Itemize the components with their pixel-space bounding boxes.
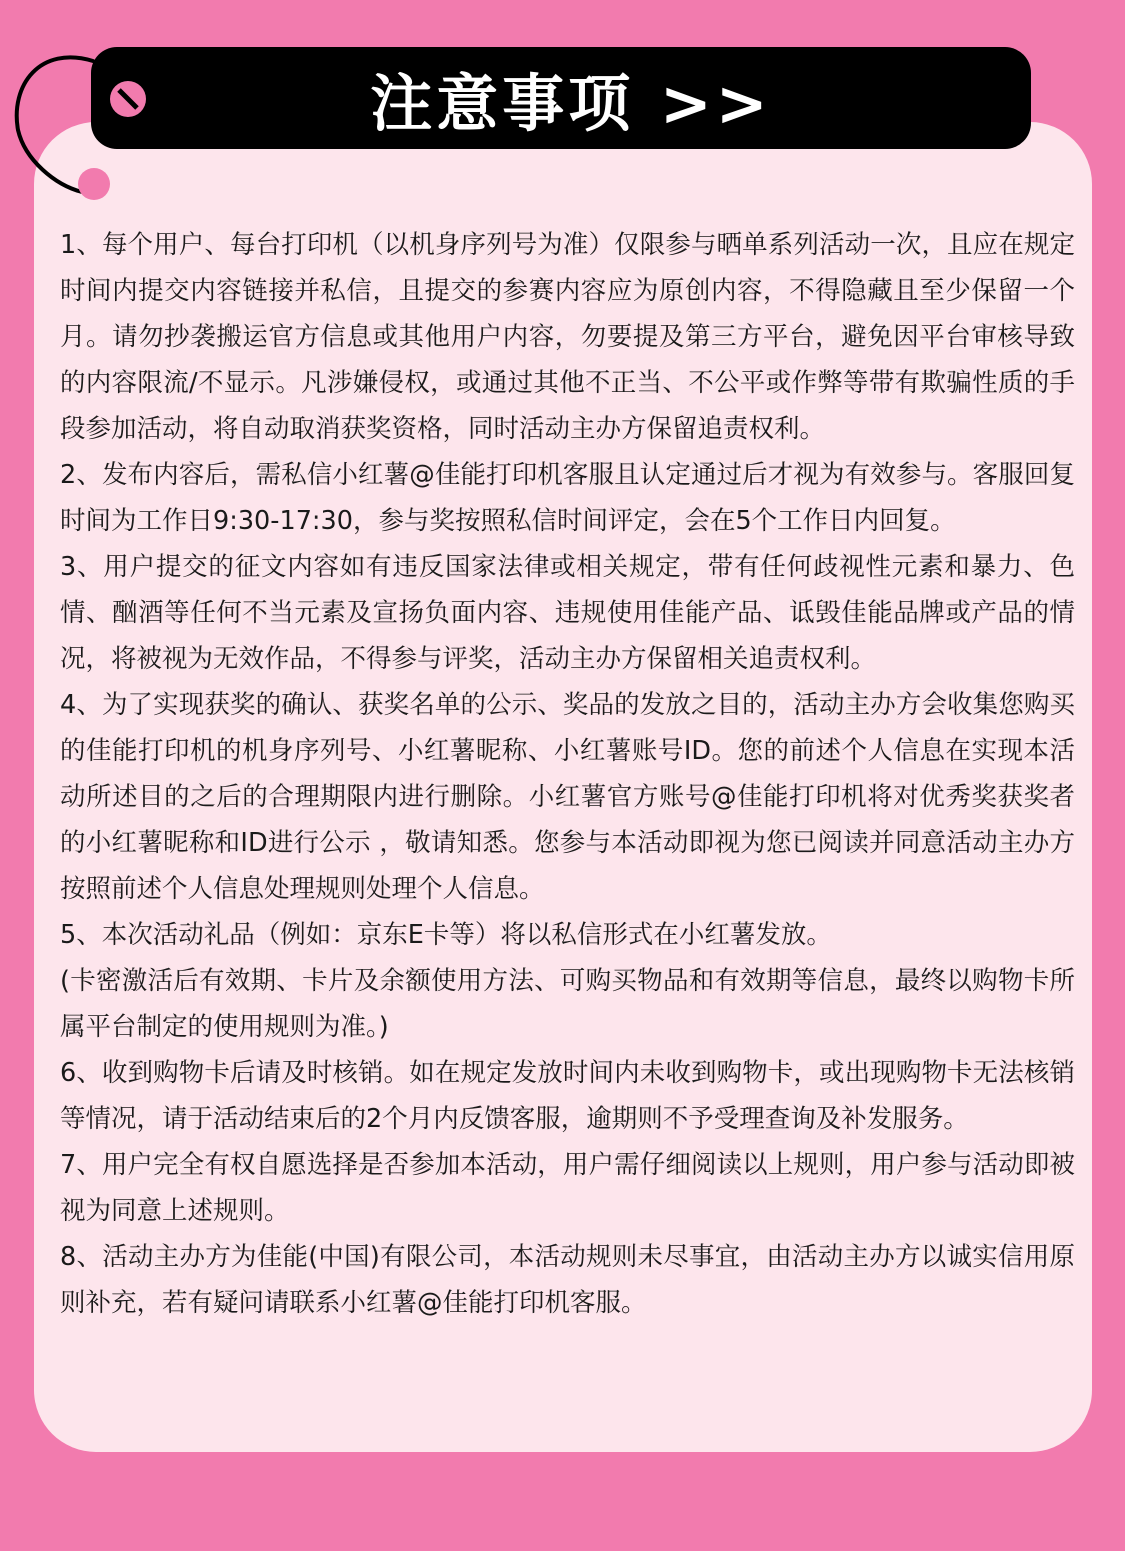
rule-item: 7、用户完全有权自愿选择是否参加本活动，用户需仔细阅读以上规则，用户参与活动即被视为同意上述规则。: [60, 1150, 1075, 1226]
rule-item: 5、本次活动礼品（例如：京东E卡等）将以私信形式在小红薯发放。: [60, 920, 832, 950]
rule-note: (卡密激活后有效期、卡片及余额使用方法、可购买物品和有效期等信息，最终以购物卡所属平台制定的使用规则为准。): [60, 966, 1075, 1042]
rule-item: 8、活动主办方为佳能(中国)有限公司，本活动规则未尽事宜，由活动主办方以诚实信用原则补充，若有疑问请联系小红薯@佳能打印机客服。: [60, 1242, 1075, 1318]
rules-list: [60, 222, 1075, 1326]
title-bar: [91, 47, 1031, 149]
rule-item: 2、发布内容后，需私信小红薯@佳能打印机客服且认定通过后才视为有效参与。客服回复时间为工作日9:30-17:30，参与奖按照私信时间评定，会在5个工作日内回复。: [60, 460, 1075, 536]
rule-item: 6、收到购物卡后请及时核销。如在规定发放时间内未收到购物卡，或出现购物卡无法核销等情况，请于活动结束后的2个月内反馈客服，逾期则不予受理查询及补发服务。: [60, 1058, 1075, 1134]
page-title: 注意事项 >>: [370, 66, 772, 140]
rule-item: 4、为了实现获奖的确认、获奖名单的公示、奖品的发放之目的，活动主办方会收集您购买的佳能打印机的机身序列号、小红薯昵称、小红薯账号ID。您的前述个人信息在实现本活动所述目的之后的合理期限内进行删除。小红薯官方账号@佳能打印机将对优秀奖获奖者的小红薯昵称和ID进行公示 ，敬请知悉。您参与本活动即视为您已阅读并同意活动主办方按照前述个人信息处理规则处理个人信息。: [60, 690, 1075, 904]
rule-item: 3、用户提交的征文内容如有违反国家法律或相关规定，带有任何歧视性元素和暴力、色情、酗酒等任何不当元素及宣扬负面内容、违规使用佳能产品、诋毁佳能品牌或产品的情况，将被视为无效作品，不得参与评奖，活动主办方保留相关追责权利。: [60, 552, 1075, 674]
rule-item: 1、每个用户、每台打印机（以机身序列号为准）仅限参与晒单系列活动一次，且应在规定时间内提交内容链接并私信，且提交的参赛内容应为原创内容，不得隐藏且至少保留一个月。请勿抄袭搬运官方信息或其他用户内容，勿要提及第三方平台，避免因平台审核导致的内容限流/不显示。凡涉嫌侵权，或通过其他不正当、不公平或作弊等带有欺骗性质的手段参加活动，将自动取消获奖资格，同时活动主办方保留追责权利。: [60, 230, 1075, 444]
